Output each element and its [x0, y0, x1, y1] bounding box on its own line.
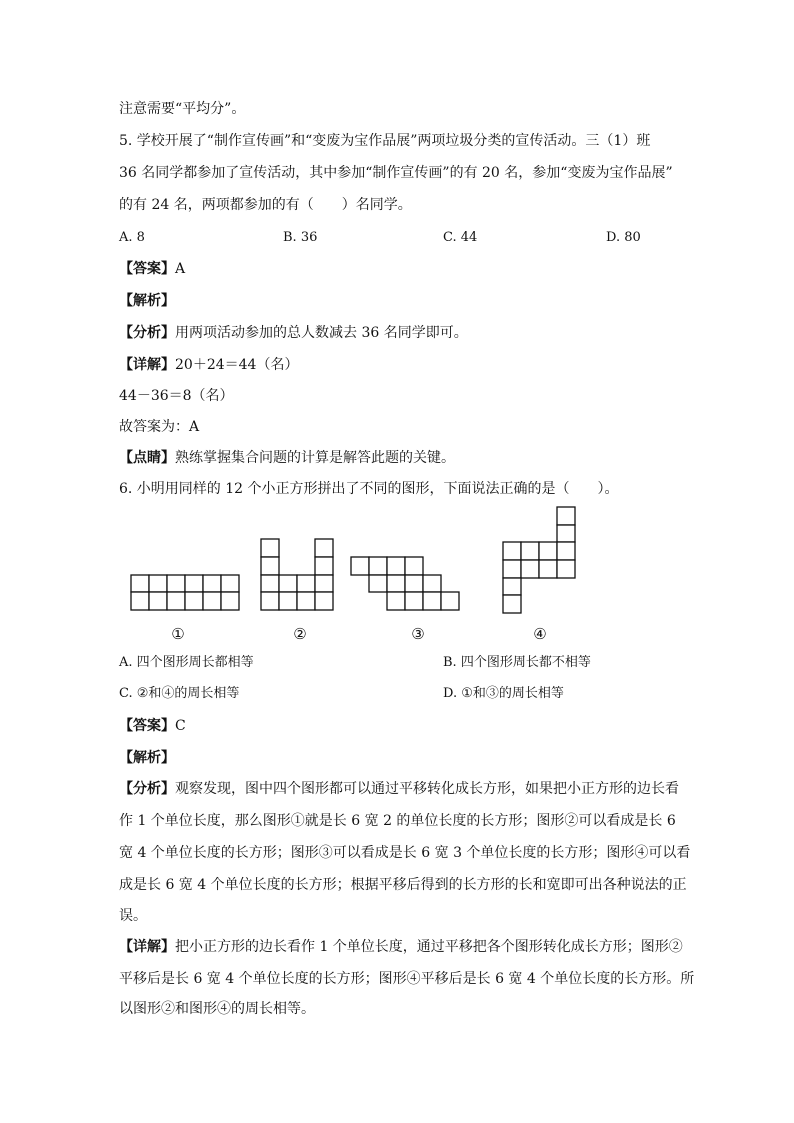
q5-option-b: B. 36 — [283, 230, 318, 245]
analysis-line: 宽 4 个单位长度的长方形；图形③可以看成是长 6 宽 3 个单位长度的长方形；图形④可以看 — [119, 845, 691, 861]
question-5-line: 5. 学校开展了“制作宣传画”和“变废为宝作品展”两项垃圾分类的宣传活动。三（1）班 — [119, 133, 651, 149]
answer-line — [119, 716, 186, 736]
detail-tag: 【详解】 — [119, 357, 175, 373]
q6-option-a: A. 四个图形周长都相等 — [119, 655, 254, 670]
shape-4 — [503, 507, 575, 613]
detail-text: 20＋24＝44（名） — [175, 357, 299, 373]
q6-option-c: C. ②和④的周长相等 — [119, 686, 240, 701]
figure-label-2: ② — [293, 625, 307, 643]
figure-label-3: ③ — [411, 625, 425, 643]
q6-option-b: B. 四个图形周长都不相等 — [443, 655, 591, 670]
text-line: 注意需要“平均分”。 — [119, 101, 246, 117]
q5-option-d: D. 80 — [606, 230, 641, 245]
analysis-line — [119, 779, 679, 799]
final-answer-line: 故答案为：A — [119, 419, 200, 435]
q6-option-d: D. ①和③的周长相等 — [443, 686, 564, 701]
answer-tag: 【答案】 — [119, 718, 175, 734]
tip-line — [119, 448, 455, 468]
detail-text: 把小正方形的边长看作 1 个单位长度，通过平移把各个图形转化成长方形；图形② — [175, 939, 683, 955]
question-6-line: 6. 小明用同样的 12 个小正方形拼出了不同的图形，下面说法正确的是（ ）。 — [119, 481, 619, 497]
detail-line — [119, 355, 298, 375]
analysis-tag: 【分析】 — [119, 325, 175, 341]
square-shapes-figure — [0, 490, 794, 650]
analysis-line: 作 1 个单位长度，那么图形①就是长 6 宽 2 的单位长度的长方形；图形②可以看成是长 6 — [119, 813, 676, 829]
analysis-line: 成是长 6 宽 4 个单位长度的长方形；根据平移后得到的长方形的长和宽即可出各种说法的正 — [119, 877, 687, 893]
analysis-text: 观察发现，图中四个图形都可以通过平移转化成长方形，如果把小正方形的边长看 — [175, 781, 679, 797]
question-5-line: 36 名同学都参加了宣传活动，其中参加“制作宣传画”的有 20 名，参加“变废为宝作品展” — [119, 165, 673, 181]
analysis-heading: 【解析】 — [119, 293, 175, 309]
detail-line — [119, 937, 683, 957]
shape-2 — [261, 539, 333, 610]
detail-line: 以图形②和图形④的周长相等。 — [119, 1001, 315, 1017]
shape-1 — [131, 575, 239, 610]
tip-tag: 【点睛】 — [119, 450, 175, 466]
answer-line — [119, 259, 185, 279]
analysis-line: 误。 — [119, 908, 147, 924]
analysis-tag: 【分析】 — [119, 781, 175, 797]
figure-label-1: ① — [171, 625, 185, 643]
answer-value: C — [175, 718, 186, 734]
q5-option-a: A. 8 — [119, 230, 145, 245]
answer-value: A — [175, 261, 186, 277]
analysis-heading: 【解析】 — [119, 750, 175, 766]
calc-line: 44－36＝8（名） — [119, 388, 234, 404]
detail-line: 平移后是长 6 宽 4 个单位长度的长方形；图形④平移后是长 6 宽 4 个单位长度的长方形。所 — [119, 971, 695, 987]
detail-tag: 【详解】 — [119, 939, 175, 955]
figure-label-4: ④ — [533, 625, 547, 643]
tip-text: 熟练掌握集合问题的计算是解答此题的关键。 — [175, 450, 455, 466]
analysis-line — [119, 323, 468, 343]
q5-option-c: C. 44 — [443, 230, 478, 245]
analysis-text: 用两项活动参加的总人数减去 36 名同学即可。 — [175, 325, 468, 341]
answer-tag: 【答案】 — [119, 261, 175, 277]
shape-3 — [351, 557, 459, 610]
question-5-line: 的有 24 名，两项都参加的有（ ）名同学。 — [119, 197, 412, 213]
